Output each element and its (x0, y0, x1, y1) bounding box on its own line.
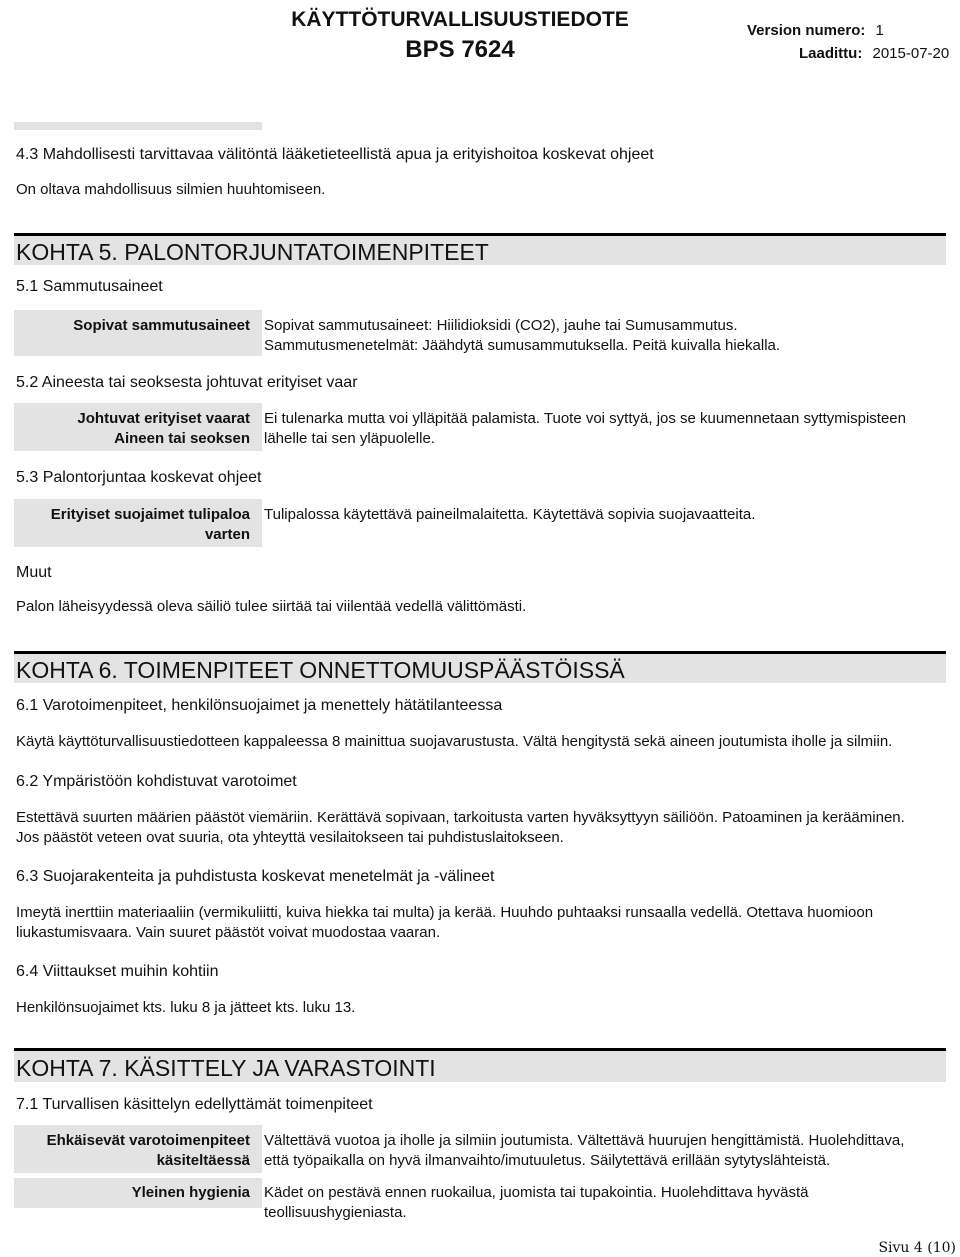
s5-3-label (14, 499, 262, 547)
s7-1-label-2-text: Yleinen hygienia (131, 1184, 250, 1201)
s6-1-heading: 6.1 Varotoimenpiteet, henkilönsuojaimet ja menettely hätätilanteessa (16, 697, 503, 714)
s7-1-value-2 (264, 1183, 944, 1223)
s5-1-value-line2: Sammutusmenetelmät: Jäähdytä sumusammutuksella. Peitä kuivalla hiekalla. (264, 337, 781, 354)
document-title: KÄYTTÖTURVALLISUUSTIEDOTE (291, 8, 629, 31)
muut-heading: Muut (16, 564, 52, 581)
s5-2-label (14, 403, 262, 451)
page-number: Sivu 4 (10) (878, 1240, 956, 1256)
s6-3-line2: liukastumisvaara. Vain suuret päästöt voivat muodostaa vaaran. (16, 924, 441, 941)
s7-1-value-2-line1: Kädet on pestävä ennen ruokailua, juomista tai tupakointia. Huolehdittava hyvästä (264, 1184, 809, 1201)
s7-1-label-1 (14, 1125, 262, 1173)
version-value: 1 (875, 22, 884, 39)
s5-1-label (14, 310, 262, 356)
s5-1-value-line1: Sopivat sammutusaineet: Hiilidioksidi (CO2), jauhe tai Sumusammutus. (264, 317, 738, 334)
section-6-title: KOHTA 6. TOIMENPITEET ONNETTOMUUSPÄÄSTÖISSÄ (14, 651, 946, 683)
s7-1-value-1-line2: että työpaikalla on hyvä ilmanvaihto/imutuuletus. Säilytettävä erillään sytytyslähteistä. (264, 1152, 831, 1169)
s4-3-text: On oltava mahdollisuus silmien huuhtomiseen. (16, 181, 326, 198)
s7-1-value-1-line1: Vältettävä vuotoa ja iholle ja silmiin joutumista. Vältettävä huurujen hengittämistä. Huolehdittava, (264, 1132, 905, 1149)
section-divider-bar (14, 122, 262, 130)
muut-text: Palon läheisyydessä oleva säiliö tulee siirtää tai viilentää vedellä välittömästi. (16, 598, 527, 615)
s7-1-label-1-line1: Ehkäisevät varotoimenpiteet (46, 1132, 250, 1149)
s6-2-text (16, 808, 946, 848)
s5-1-heading: 5.1 Sammutusaineet (16, 278, 163, 295)
s7-1-label-1-line2: käsiteltäessä (156, 1152, 250, 1169)
s5-3-label-line1: Erityiset suojaimet tulipaloa (50, 506, 250, 523)
s5-2-label-line2: Aineen tai seoksen (114, 430, 250, 447)
s5-3-heading: 5.3 Palontorjuntaa koskevat ohjeet (16, 469, 262, 486)
date-row (799, 45, 949, 62)
s5-2-value (264, 409, 944, 449)
s6-2-line2: Jos päästöt veteen ovat suuria, ota yhteyttä vesilaitokseen tai puhdistuslaitokseen. (16, 829, 564, 846)
s5-3-label-line2: varten (204, 526, 250, 543)
s7-1-heading: 7.1 Turvallisen käsittelyn edellyttämät toimenpiteet (16, 1096, 373, 1113)
s6-3-text (16, 903, 946, 943)
s5-2-value-line1: Ei tulenarka mutta voi ylläpitää palamista. Tuote voi syttyä, jos se kuumennetaan syttymispisteen (264, 410, 906, 427)
s5-1-value (264, 316, 944, 356)
s5-2-heading: 5.2 Aineesta tai seoksesta johtuvat erityiset vaar (16, 374, 358, 391)
section-7-title: KOHTA 7. KÄSITTELY JA VARASTOINTI (14, 1048, 946, 1082)
s6-4-heading: 6.4 Viittaukset muihin kohtiin (16, 963, 219, 980)
s5-2-label-line1: Johtuvat erityiset vaarat (77, 410, 250, 427)
s6-2-heading: 6.2 Ympäristöön kohdistuvat varotoimet (16, 773, 297, 790)
s6-3-heading: 6.3 Suojarakenteita ja puhdistusta koskevat menetelmät ja -välineet (16, 868, 495, 885)
s4-3-heading: 4.3 Mahdollisesti tarvittavaa välitöntä lääketieteellistä apua ja erityishoitoa koskevat ohjeet (16, 146, 654, 163)
date-value: 2015-07-20 (872, 45, 950, 62)
s6-4-text: Henkilönsuojaimet kts. luku 8 ja jätteet kts. luku 13. (16, 999, 356, 1016)
s5-2-value-line2: lähelle tai sen yläpuolelle. (264, 430, 435, 447)
version-label: Version numero: (747, 22, 866, 39)
product-code: BPS 7624 (405, 36, 515, 63)
s7-1-value-2-line2: teollisuushygieniasta. (264, 1204, 407, 1221)
s6-2-line1: Estettävä suurten määrien päästöt viemäriin. Kerättävä sopivaan, tarkoitusta varten hyväksyttyyn säiliöön. Patoaminen ja kerääminen. (16, 809, 905, 826)
s7-1-value-1 (264, 1131, 944, 1171)
s6-3-line1: Imeytä inerttiin materiaaliin (vermikuliitti, kuiva hiekka tai multa) ja kerää. Huuhdo puhtaaksi runsaalla vedellä. Otettava huomioon (16, 904, 874, 921)
date-label: Laadittu: (799, 45, 863, 62)
s5-1-label-text: Sopivat sammutusaineet (73, 317, 250, 334)
s6-1-text: Käytä käyttöturvallisuustiedotteen kappaleessa 8 mainittua suojavarustusta. Vältä hengitystä sekä aineen joutumista iholle ja silmiin. (16, 733, 893, 750)
version-row (747, 22, 884, 39)
s5-3-value: Tulipalossa käytettävä paineilmalaitetta. Käytettävä sopivia suojavaatteita. (264, 506, 756, 523)
s7-1-label-2 (14, 1178, 262, 1208)
section-5-title: KOHTA 5. PALONTORJUNTATOIMENPITEET (14, 233, 946, 265)
